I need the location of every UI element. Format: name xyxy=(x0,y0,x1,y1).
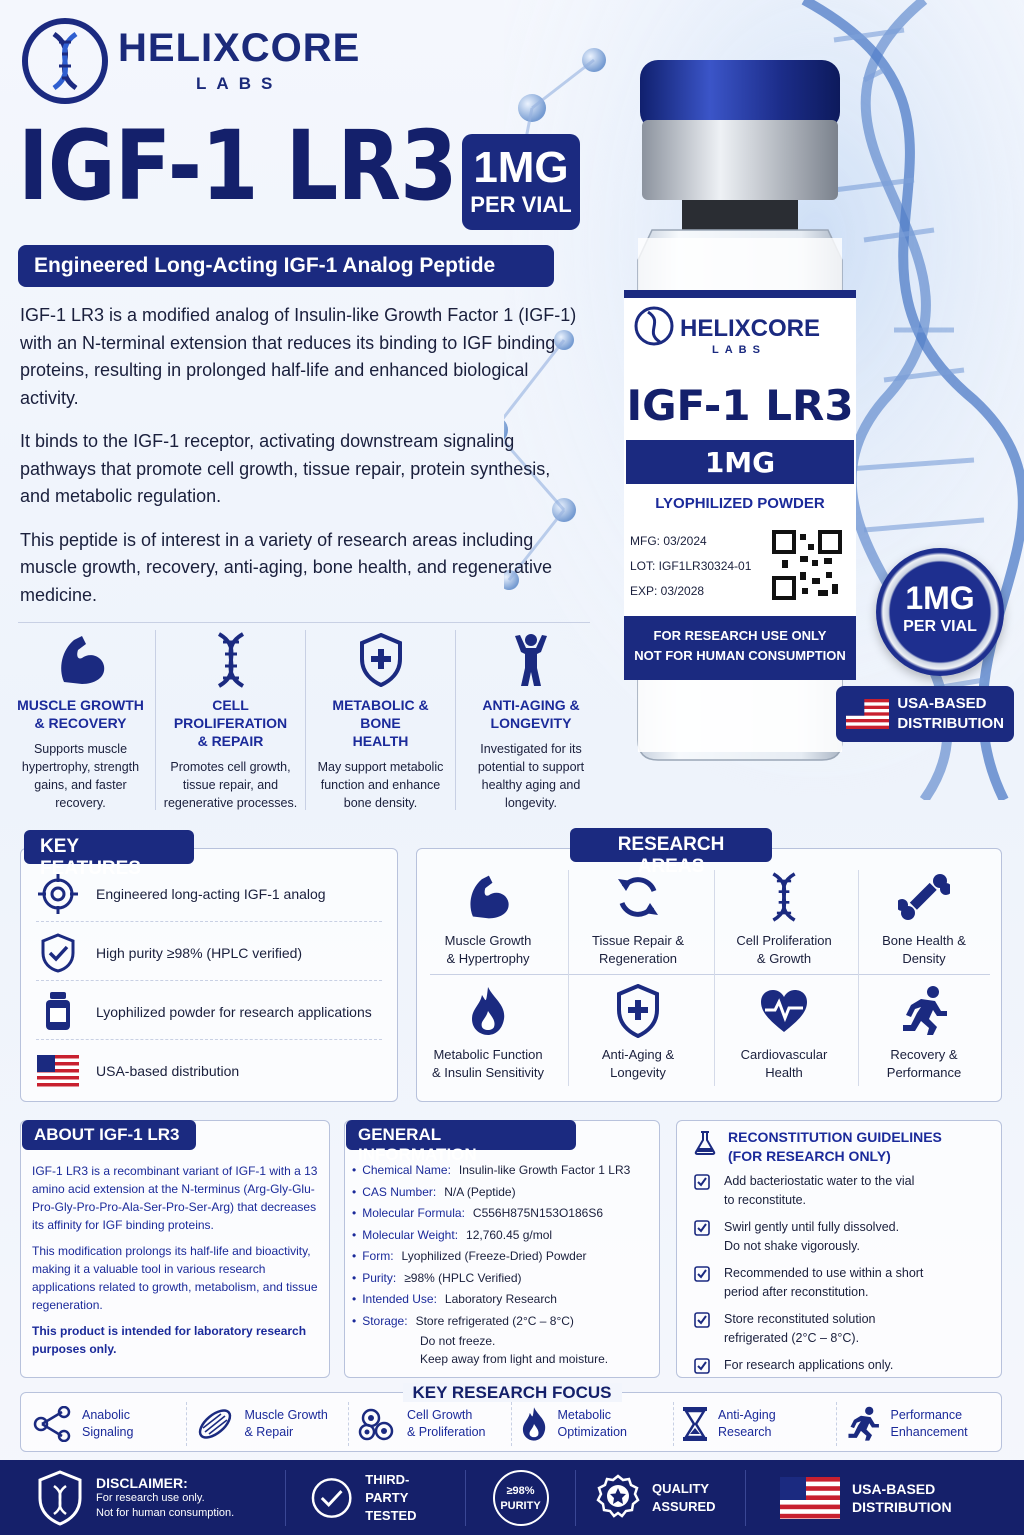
research-area-anti-aging xyxy=(566,980,710,1082)
research-area-label: Bone Health & Density xyxy=(882,933,966,966)
research-area-bone xyxy=(852,866,996,968)
benefit-muscle xyxy=(6,630,156,810)
info-row: • Purity: ≥98% (HPLC Verified) xyxy=(352,1268,657,1290)
info-row: • Molecular Formula: C556H875N153O186S6 xyxy=(352,1203,657,1225)
feature-row xyxy=(36,925,382,981)
info-row: • Chemical Name: Insulin-like Growth Factor 1 LR3 xyxy=(352,1160,657,1182)
intro-text xyxy=(20,302,580,625)
footer-tested: THIRD-PARTY TESTED xyxy=(286,1470,466,1526)
dose-badge-amount: 1MG xyxy=(473,143,569,192)
feature-row xyxy=(36,984,382,1040)
dna-icon xyxy=(213,632,249,688)
key-research-focus-title: KEY RESEARCH FOCUS xyxy=(0,1383,1024,1403)
focus-item: Cell Growth & Proliferation xyxy=(349,1402,512,1446)
divider xyxy=(18,622,590,623)
feature-text: USA-based distribution xyxy=(96,1063,240,1079)
guideline-item: For research applications only. xyxy=(694,1356,994,1380)
qr-code-icon xyxy=(772,530,842,600)
general-info-list xyxy=(352,1160,657,1368)
info-row: • Molecular Weight: 12,760.45 g/mol xyxy=(352,1225,657,1247)
research-area-label: Tissue Repair & Regeneration xyxy=(592,933,684,966)
usa-badge-line2: DISTRIBUTION xyxy=(897,715,1004,732)
quality-seal-icon xyxy=(596,1474,640,1522)
muscle-icon xyxy=(54,632,108,688)
benefit-cell xyxy=(156,630,306,810)
research-area-muscle xyxy=(416,866,560,968)
benefit-description: Investigated for its potential to support healthy aging and longevity. xyxy=(477,742,585,810)
vial-title: IGF-1 LR3 xyxy=(626,381,854,430)
benefit-heading: METABOLIC & BONE HEALTH xyxy=(332,697,429,749)
research-area-cardio xyxy=(712,980,856,1082)
feature-text: High purity ≥98% (HPLC verified) xyxy=(96,944,303,961)
vial-exp: EXP: 03/2028 xyxy=(630,584,705,598)
vial-lot: LOT: IGF1LR30324-01 xyxy=(630,559,752,573)
about-title: ABOUT IGF-1 LR3 xyxy=(22,1120,196,1150)
product-vial-image xyxy=(612,60,868,780)
dna-logo-icon xyxy=(22,18,108,104)
round-dose-badge xyxy=(876,548,1004,676)
runner-icon xyxy=(899,985,949,1037)
vial-icon xyxy=(44,992,72,1032)
info-row: • Storage: Store refrigerated (2°C – 8°C) xyxy=(352,1311,657,1333)
research-area-label: Metabolic Function & Insulin Sensitivity xyxy=(432,1047,544,1080)
intro-paragraph: IGF-1 LR3 is a modified analog of Insulin-like Growth Factor 1 (IGF-1) with an N-terminal extension that reduces its binding to IGF binding proteins, resulting in prolonged half-life and enhanced biological activity. xyxy=(20,305,577,408)
checkbox-icon xyxy=(694,1174,710,1190)
benefit-heading: ANTI-AGING & LONGEVITY xyxy=(482,697,580,731)
benefit-heading: CELL PROLIFERATION & REPAIR xyxy=(173,697,288,749)
research-area-label: Anti-Aging & Longevity xyxy=(601,1047,675,1080)
us-flag-icon xyxy=(846,696,889,732)
muscle-fiber-icon xyxy=(195,1406,235,1442)
storage-note: Keep away from light and moisture. xyxy=(420,1352,609,1366)
feature-text: Lyophilized powder for research applications xyxy=(96,1003,372,1020)
feature-row xyxy=(36,1043,382,1099)
divider xyxy=(430,974,990,975)
check-circle-icon xyxy=(310,1476,353,1520)
focus-item: Muscle Growth & Repair xyxy=(187,1402,350,1446)
info-row: • CAS Number: N/A (Peptide) xyxy=(352,1182,657,1204)
benefit-description: Promotes cell growth, tissue repair, and regenerative processes. xyxy=(163,760,298,810)
guideline-item: Swirl gently until fully dissolved. Do not shake vigorously. xyxy=(694,1218,994,1256)
usa-distribution-badge xyxy=(836,686,1014,742)
reconstitution-list xyxy=(694,1172,994,1388)
vial-dose: 1MG xyxy=(704,446,776,479)
checkbox-icon xyxy=(694,1312,710,1328)
research-area-label: Muscle Growth & Hypertrophy xyxy=(444,933,532,966)
brand-logo xyxy=(22,18,360,104)
footer-disclaimer xyxy=(0,1470,286,1526)
focus-item: Anabolic Signaling xyxy=(24,1402,187,1446)
product-title: IGF-1 LR3 xyxy=(18,110,457,222)
info-row: • Intended Use: Laboratory Research xyxy=(352,1289,657,1311)
benefit-description: Supports muscle hypertrophy, strength gains, and faster recovery. xyxy=(21,742,140,810)
round-badge-unit: PER VIAL xyxy=(903,618,977,635)
benefit-heading: MUSCLE GROWTH & RECOVERY xyxy=(17,697,144,731)
feature-text: Engineered long-acting IGF-1 analog xyxy=(96,885,326,902)
general-info-title: GENERAL INFORMATION xyxy=(346,1120,576,1150)
flame-icon xyxy=(520,1406,548,1442)
purity-value: ≥98% xyxy=(506,1484,535,1497)
research-area-label: Cell Proliferation & Growth xyxy=(736,933,832,966)
footer-bar xyxy=(0,1460,1024,1535)
key-features-title: KEY FEATURES xyxy=(24,830,194,864)
benefit-description: May support metabolic function and enhance bone density. xyxy=(317,760,444,810)
round-badge-amount: 1MG xyxy=(905,580,975,616)
flame-icon xyxy=(468,985,508,1037)
info-row: • Form: Lyophilized (Freeze-Dried) Powder xyxy=(352,1246,657,1268)
person-icon xyxy=(511,632,551,688)
benefits-row xyxy=(6,630,606,810)
benefit-metabolic xyxy=(306,630,456,810)
heart-pulse-icon xyxy=(759,988,809,1034)
network-icon xyxy=(32,1406,72,1442)
footer-purity xyxy=(466,1470,576,1526)
checkbox-icon xyxy=(694,1358,710,1374)
research-area-cell xyxy=(712,866,856,968)
guideline-item: Recommended to use within a short period after reconstitution. xyxy=(694,1264,994,1302)
vial-brand: HELIXCORE xyxy=(680,315,821,342)
cells-icon xyxy=(357,1406,397,1442)
focus-item: Anti-Aging Research xyxy=(674,1402,837,1446)
shield-check-icon xyxy=(40,933,76,973)
storage-note: Do not freeze. xyxy=(420,1334,496,1348)
benefit-anti-aging xyxy=(456,630,606,810)
checkbox-icon xyxy=(694,1266,710,1282)
disclaimer-line: Not for human consumption. xyxy=(96,1506,235,1519)
vial-brand-sub: LABS xyxy=(712,344,766,356)
checkbox-icon xyxy=(694,1220,710,1236)
brand-sub: LABS xyxy=(196,74,283,93)
research-area-recovery xyxy=(852,980,996,1082)
guideline-item: Store reconstituted solution refrigerated (2°C – 8°C). xyxy=(694,1310,994,1348)
focus-item: Performance Enhancement xyxy=(837,1402,999,1446)
footer-quality: QUALITY ASSURED xyxy=(576,1470,746,1526)
disclaimer-line: For research use only. xyxy=(96,1491,205,1504)
about-body xyxy=(32,1162,322,1366)
product-subtitle: Engineered Long-Acting IGF-1 Analog Peptide xyxy=(18,245,554,287)
research-area-label: Cardiovascular Health xyxy=(740,1047,828,1080)
muscle-icon xyxy=(464,871,512,923)
us-flag-icon xyxy=(780,1477,840,1519)
vial-mfg: MFG: 03/2024 xyxy=(630,534,707,548)
vial-warning-2: NOT FOR HUMAN CONSUMPTION xyxy=(634,648,846,663)
dna-icon xyxy=(768,871,800,923)
intro-paragraph: It binds to the IGF-1 receptor, activating downstream signaling pathways that promote cell growth, tissue repair, protein synthesis, and metabolic regulation. xyxy=(20,431,551,506)
usa-badge-line1: USA-BASED xyxy=(897,695,987,712)
shield-plus-icon xyxy=(358,633,404,687)
flask-icon xyxy=(694,1130,716,1156)
key-research-focus-row xyxy=(24,1402,998,1446)
footer-usa: USA-BASED DISTRIBUTION xyxy=(746,1470,1016,1526)
feature-row xyxy=(36,866,382,922)
intro-paragraph: This peptide is of interest in a variety of research areas including muscle growth, recovery, anti-aging, bone health, and regenerative medicine. xyxy=(20,529,552,605)
research-area-label: Recovery & Performance xyxy=(886,1047,962,1080)
disclaimer-title: DISCLAIMER: xyxy=(96,1474,188,1491)
dose-badge-unit: PER VIAL xyxy=(470,192,572,217)
refresh-icon xyxy=(614,873,662,921)
research-areas-title: RESEARCH AREAS xyxy=(570,828,772,862)
research-area-metabolic xyxy=(416,980,560,1082)
reconstitution-title: RECONSTITUTION GUIDELINES (FOR RESEARCH ONLY) xyxy=(728,1129,942,1164)
target-icon xyxy=(38,874,78,914)
purity-label: PURITY xyxy=(500,1499,541,1512)
hourglass-icon xyxy=(682,1406,708,1442)
runner-icon xyxy=(845,1406,881,1442)
about-paragraph: IGF-1 LR3 is a recombinant variant of IGF-1 with a 13 amino acid extension at the N-terminus (Arg-Gly-Glu-Pro-Gly-Pro-Pro-Ala-Ser-Pro-Ser-Arg) that decreases its affinity for IGF binding proteins. xyxy=(32,1164,318,1232)
guideline-item: Add bacteriostatic water to the vial to reconstitute. xyxy=(694,1172,994,1210)
about-paragraph: This modification prolongs its half-life and bioactivity, making it a valuable tool in various research applications related to growth, metabolism, and tissue regeneration. xyxy=(32,1244,318,1312)
dose-badge xyxy=(462,134,580,230)
research-area-tissue xyxy=(566,866,710,968)
us-flag-icon xyxy=(37,1055,79,1087)
bone-icon xyxy=(898,871,950,923)
shield-dna-icon xyxy=(36,1470,84,1526)
brand-name: HELIXCORE xyxy=(118,26,361,70)
vial-warning-1: FOR RESEARCH USE ONLY xyxy=(653,628,827,643)
vial-form: LYOPHILIZED POWDER xyxy=(655,495,825,512)
focus-item: Metabolic Optimization xyxy=(512,1402,675,1446)
shield-plus-icon xyxy=(615,984,661,1038)
about-notice: This product is intended for laboratory research purposes only. xyxy=(32,1324,307,1356)
